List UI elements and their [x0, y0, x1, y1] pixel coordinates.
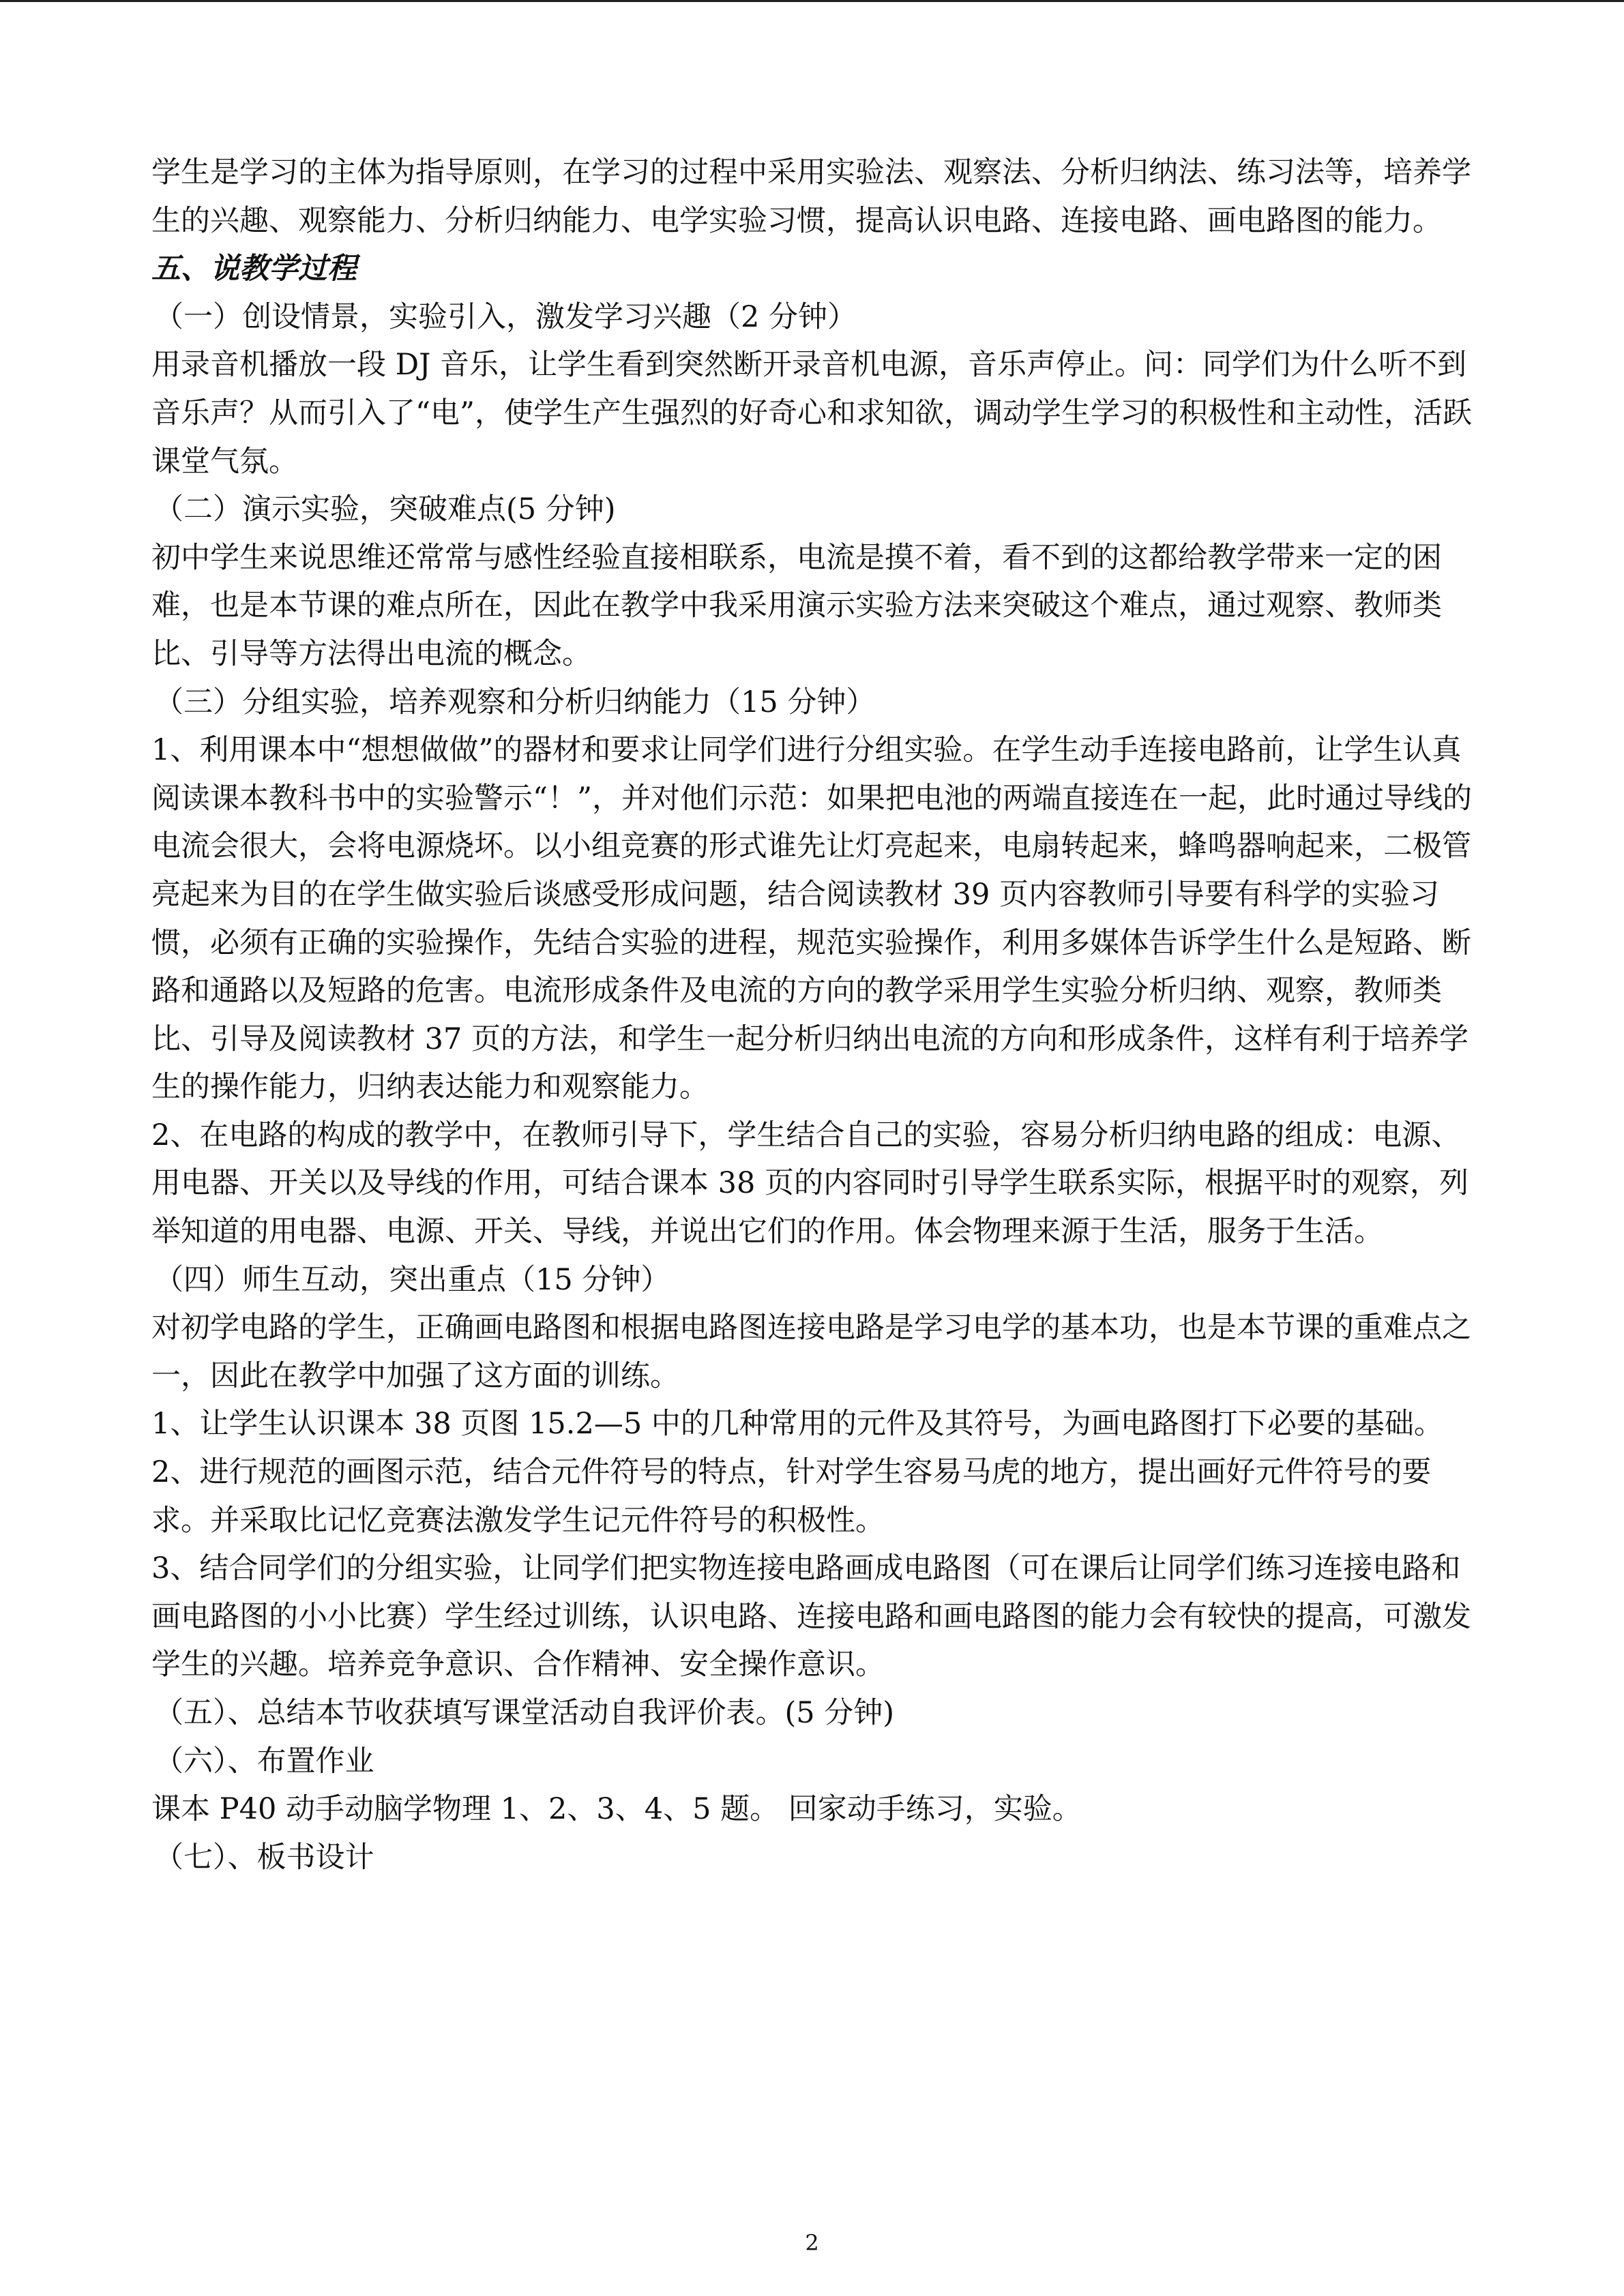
page-number: 2	[805, 2230, 819, 2256]
paragraph-interaction-1: 1、让学生认识课本 38 页图 15.2—5 中的几种常用的元件及其符号，为画电路图打下必要的基础。	[151, 1407, 1443, 1442]
paragraph-demo-experiment: 初中学生来说思维还常常与感性经验直接相联系，电流是摸不着，看不到的这都给教学带来一定的困难，也是本节课的难点所在，因此在教学中我采用演示实验方法来突破这个难点，通过观察、教师类比、引导等方法得出电流的概念。	[151, 540, 1442, 671]
paragraph-group-experiment-2: 2、在电路的构成的教学中，在教师引导下，学生结合自己的实验，容易分析归纳电路的组成：电源、用电器、开关以及导线的作用，可结合课本 38 页的内容同时引导学生联系实际，根据平时的观察，列举知道的用电器、电源、开关、导线，并说出它们的作用。体会物理来源于生活，服务于生活。	[151, 1118, 1469, 1249]
document-body	[151, 149, 1488, 1881]
paragraph-interaction-3: 3、结合同学们的分组实验，让同学们把实物连接电路画成电路图（可在课后让同学们练习连接电路和画电路图的小小比赛）学生经过训练，认识电路、连接电路和画电路图的能力会有较快的提高，可激发学生的兴趣。培养竞争意识、合作精神、安全操作意识。	[151, 1551, 1471, 1682]
paragraph-interaction-2: 2、进行规范的画图示范，结合元件符号的特点，针对学生容易马虎的地方，提出画好元件符号的要求。并采取比记忆竞赛法激发学生记元件符号的积极性。	[151, 1455, 1432, 1538]
paragraph-group-experiment-1: 1、利用课本中“想想做做”的器材和要求让同学们进行分组实验。在学生动手连接电路前，让学生认真阅读课本教科书中的实验警示“！”，并对他们示范：如果把电池的两端直接连在一起，此时通过导线的电流会很大，会将电源烧坏。以小组竞赛的形式谁先让灯亮起来，电扇转起来，蜂鸣器响起来，二极管亮起来为目的在学生做实验后谈感受形成问题，结合阅读教材 39 页内容教师引导要有科学的实验习惯，必须有正确的实验操作，先结合实验的进程，规范实验操作，利用多媒体告诉学生什么是短路、断路和通路以及短路的危害。电流形成条件及电流的方向的教学采用学生实验分析归纳、观察，教师类比、引导及阅读教材 37 页的方法，和学生一起分析归纳出电流的方向和形成条件，这样有利于培养学生的操作能力，归纳表达能力和观察能力。	[151, 733, 1472, 1105]
subsection-2-title: （二）演示实验，突破难点(5 分钟)	[154, 492, 616, 527]
section-heading-teaching-process: 五、说教学过程	[151, 252, 357, 286]
subsection-1-title: （一）创设情景，实验引入，激发学习兴趣（2 分钟）	[154, 299, 857, 334]
paragraph-interaction-intro: 对初学电路的学生，正确画电路图和根据电路图连接电路是学习电学的基本功，也是本节课的重难点之一，因此在教学中加强了这方面的训练。	[151, 1311, 1471, 1393]
subsection-4-title: （四）师生互动，突出重点（15 分钟）	[154, 1262, 670, 1297]
subsection-6-title: （六）、布置作业	[154, 1744, 374, 1778]
paragraph-homework: 课本 P40 动手动脑学物理 1、2、3、4、5 题。 回家动手练习，实验。	[151, 1792, 1082, 1827]
paragraph-intro-music: 用录音机播放一段 DJ 音乐，让学生看到突然断开录音机电源，音乐声停止。问：同学们为什么听不到音乐声？从而引入了“电”，使学生产生强烈的好奇心和求知欲，调动学生学习的积极性和主动性，活跃课堂气氛。	[151, 348, 1472, 479]
subsection-7-title: （七）、板书设计	[154, 1840, 374, 1875]
subsection-3-title: （三）分组实验，培养观察和分析归纳能力（15 分钟）	[154, 685, 876, 719]
paragraph-methods: 学生是学习的主体为指导原则，在学习的过程中采用实验法、观察法、分析归纳法、练习法等，培养学生的兴趣、观察能力、分析归纳能力、电学实验习惯，提高认识电路、连接电路、画电路图的能力。	[151, 155, 1471, 238]
subsection-5-title: （五）、总结本节收获填写课堂活动自我评价表。(5 分钟)	[154, 1696, 895, 1730]
top-border-line	[0, 0, 1624, 2]
